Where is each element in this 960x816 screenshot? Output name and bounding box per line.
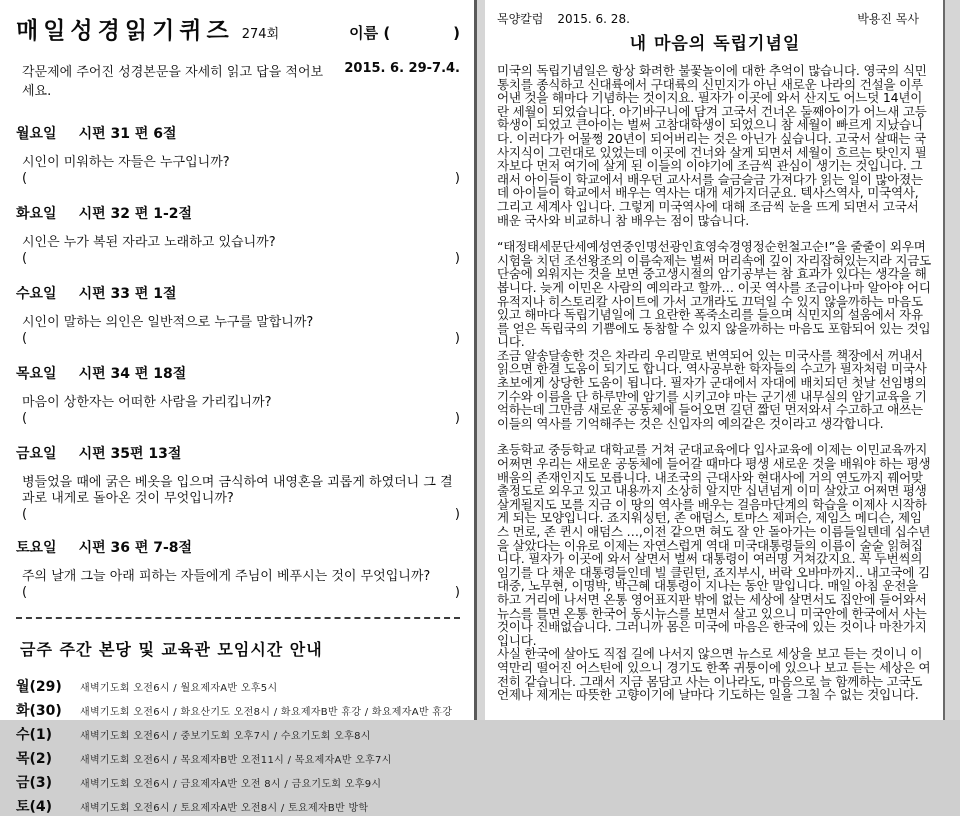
quiz-day-heading [16,203,460,223]
quiz-day-heading [16,123,460,143]
quiz-header [16,12,460,45]
body-paragraph-5: 사실 한국에 살아도 직접 길에 나서지 않으면 뉴스로 세상을 보고 듣는 것이니 이역만리 떨어진 어스틴에 있으니 경기도 한쪽 귀퉁이에 있으나 보고 듣는 세상은 여전히 같습니다. 그래서 지금 몸담고 사는 이나라도, 마음으로 늘 함께하는 고국도 언제나 제게는 따뜻한 고향이기에 날마다 기도하는 일을 그칠 수 없는 것입니다. [497,646,931,703]
quiz-day-heading [16,537,460,557]
answer-open-paren: ( [22,171,28,186]
schedule-day: 수(1) [16,727,53,743]
answer-open-paren: ( [22,331,28,346]
column-title: 내 마음의 독립기념일 [629,34,801,54]
schedule-row-monday [16,676,460,696]
quiz-item-monday [16,123,460,186]
column-body [497,64,933,702]
schedule-detail: 새벽기도회 오전6시 / 목요제자B반 오전11시 / 목요제자A반 오후7시 [80,755,392,766]
quiz-passage: 시편 31 편 6절 [78,126,177,142]
quiz-item-tuesday [16,203,460,266]
answer-blank [22,331,460,346]
quiz-day-heading [16,443,460,463]
schedule-row-friday [16,772,460,792]
quiz-day: 금요일 [16,446,57,462]
quiz-question: 병들었을 때에 굵은 베옷을 입으며 금식하여 내영혼을 괴롭게 하였더니 그 결과로 내게로 돌아온 것이 무엇입니까? [22,475,453,506]
body-paragraph-1: 미국의 독립기념일은 항상 화려한 불꽃놀이에 대한 추억이 많습니다. 영국의 식민통치를 종식하고 신대륙에서 구대륙의 신민지가 아닌 새로운 나라의 건설을 이루어낸 것을 해마다 기념하는 것이지요. 필자가 이곳에 와서 산지도 어느덧 14년이란 세월이 되었습니다. 아기바구니에 담겨 고국서 건너온 둘째아이가 어느새 고등학생이 되었고 큰아이는 벌써 고참대학생이 되었으니 참 세월이 빠르게 지났습니다. 이러다가 어물쩡 20년이 되어버리는 것은 아닌가 싶습니다. 고국서 살때는 국사지식이 그런대로 있었는데 이곳에 건너와 살게 되면서 세월이 흐르는 탓인지 필자보다 먼저 여기에 살게 된 이들의 이야기에 조금씩 관심이 생기는 것입니다. 그래서 아이들이 학교에서 배우던 교사서를 슬금슬금 가져다가 읽는 일이 많아졌는데 아이들이 학교에서 배우는 역사는 대개 세가지더군요. 텍사스역사, 미국역사, 그리고 세계사 입니다. 그렇게 미국역사에 대해 조금씩 눈을 뜨게 되면서 고국서 배운 국사와 비교하니 참 배우는 점이 많습니다. [497,63,927,228]
quiz-item-wednesday [16,283,460,346]
name-field-close-paren: ) [453,24,460,42]
quiz-question: 주의 날개 그늘 아래 피하는 자들에게 주님이 베푸시는 것이 무엇입니까? [22,569,431,584]
column-header [497,10,933,27]
answer-close-paren: ) [454,171,460,186]
scan-edge [945,0,960,720]
schedule-detail: 새벽기도회 오전6시 / 중보기도회 오후7시 / 수요기도회 오후8시 [80,731,371,742]
quiz-instructions [22,61,460,99]
schedule-day: 목(2) [16,751,53,767]
quiz-passage: 시편 36 편 7-8절 [78,540,193,556]
schedule-row-tuesday [16,700,460,720]
quiz-passage: 시편 34 편 18절 [78,366,187,382]
answer-open-paren: ( [22,585,28,600]
schedule-detail: 새벽기도회 오전6시 / 월요제자A반 오후5시 [80,683,278,694]
answer-open-paren: ( [22,411,28,426]
quiz-issue-number: 274회 [241,27,280,42]
quiz-day: 수요일 [16,286,57,302]
answer-open-paren: ( [22,251,28,266]
answer-open-paren: ( [22,507,28,522]
answer-blank [22,171,460,186]
column-date: 2015. 6. 28. [557,12,630,26]
schedule-detail: 새벽기도회 오전6시 / 금요제자A반 오전 8시 / 금요기도회 오후9시 [80,779,382,790]
schedule-row-thursday [16,748,460,768]
answer-close-paren: ) [454,507,460,522]
quiz-day-heading [16,283,460,303]
quiz-day: 화요일 [16,206,57,222]
schedule-day: 화(30) [16,703,62,719]
answer-blank [22,411,460,426]
schedule-day: 월(29) [16,679,62,695]
quiz-page [0,0,477,815]
body-paragraph-3: 조금 알송달송한 것은 차라리 우리말로 번역되어 있는 미국사를 책장에서 꺼내서 읽으면 한결 도움이 되기도 합니다. 역사공부한 학자들의 수고가 필자처럼 미국사 초보에게 상당한 도움이 됩니다. 필자가 군대에서 자대에 배치되던 첫날 선임병의 기수와 이름을 단 하루만에 암기를 시키고야 마는 군기센 내무실의 암기교육을 기억하는데 그만큼 새로운 공동체에 들어오면 길던 짧던 먼저와서 수고하고 애쓰는 이들의 역사를 기억해주는 것은 신입자의 예의같은 것이라고 생각합니다. [497,347,927,431]
quiz-item-thursday [16,363,460,426]
answer-close-paren: ) [454,585,460,600]
quiz-question: 시인이 말하는 의인은 일반적으로 누구를 말합니까? [22,315,314,330]
quiz-day: 월요일 [16,126,57,142]
quiz-item-saturday [16,537,460,600]
quiz-day: 토요일 [16,540,57,556]
quiz-item-friday [16,443,460,522]
column-label: 목양칼럼 [497,12,544,26]
quiz-question: 시인이 미워하는 자들은 누구입니까? [22,155,230,170]
schedule-day: 토(4) [16,799,53,815]
quiz-question: 시인은 누가 복된 자라고 노래하고 있습니까? [22,235,276,250]
column-author: 박용진 목사 [857,12,919,26]
quiz-day-heading [16,363,460,383]
schedule-detail: 새벽기도회 오전6시 / 화요산기도 오전8시 / 화요제자B반 휴강 / 화요제자A반 휴강 [80,707,453,718]
quiz-passage: 시편 33 편 1절 [78,286,177,302]
quiz-date-range: 2015. 6. 29-7.4. [344,61,460,76]
answer-close-paren: ) [454,331,460,346]
answer-blank [22,251,460,266]
body-paragraph-4: 초등학교 중등학교 대학교를 거쳐 군대교육에다 입사교육에 이제는 이민교육까지 어쩌면 우리는 새로운 공동체에 들어갈 때마다 평생 새로운 것을 배워야 하는 평생배움의 존재인지도 모릅니다. 내조국의 근대사와 현대사에 거의 연도까지 꿰어맞출정도로 외우고 있고 내용까지 소상히 알지만 십년넘게 이미 살았고 어쩌면 평생 살게될지도 모를 지금 이 땅의 역사를 배우는 걸음마단계의 학습을 이제사 시작하게 되는 모양입니다. 죠지워싱턴, 존 애덤스, 토마스 제퍼슨, 제임스 메디슨, 제임스 먼로, 존 퀸시 애덤스 …,이전 같으면 혀도 잘 안 돌아가는 이름들일텐데 십수년을 살았다는 이유로 이제는 자연스럽게 역대 미국대통령들의 이름이 술술 읽혀집니다. 필자가 이곳에 와서 살면서 벌써 대통령이 여러명 거쳐갔지요. 꼭 두번씩의 임기를 다 채운 대통령들인데 빌 클린턴, 죠지부시, 버락 오바마까지.. 내고국에 김대중, 노무현, 이명박, 박근혜 대통령이 지나는 동안 말입니다. 매일 아침 운전을 하고 거리에 나서면 온통 영어표지판 밖에 없는 세상에 살면서도 집안에 들어와서 뉴스를 틀면 온통 한국어 동시뉴스를 보면서 살고 있으니 미국안에 한국에서 사는 것이나 진배없습니다. 그러니까 몸은 미국에 마음은 한국에 있는 것이나 마찬가지입니다. [497,442,931,648]
quiz-title: 매일성경읽기퀴즈 [16,18,234,44]
quiz-passage: 시편 32 편 1-2절 [78,206,193,222]
answer-close-paren: ) [454,411,460,426]
schedule-row-saturday [16,796,460,816]
answer-blank [22,507,460,522]
quiz-instruction-text: 각문제에 주어진 성경본문을 자세히 읽고 답을 적어보세요. [22,65,324,99]
quiz-question: 마음이 상한자는 어떠한 사람을 가리킵니까? [22,395,272,410]
quiz-day: 목요일 [16,366,57,382]
schedule-row-wednesday [16,724,460,744]
column-page [485,0,945,720]
schedule-heading: 금주 주간 본당 및 교육관 모임시간 안내 [20,640,323,659]
schedule-detail: 새벽기도회 오전6시 / 토요제자A반 오전8시 / 토요제자B반 방학 [80,803,369,814]
name-field-label: 이름 ( [349,24,391,42]
answer-close-paren: ) [454,251,460,266]
page-gutter [477,0,485,720]
quiz-passage: 시편 35편 13절 [78,446,182,462]
schedule-day: 금(3) [16,775,53,791]
body-paragraph-2: “태정태세문단세예성연중인명선광인효영숙경영정순헌철고순!”을 줄줄이 외우며 시험을 치던 조선왕조의 이름숙제는 벌써 머리속에 깊이 자리잡혀있는지라 지금도 단숨에 외워지는 것을 보면 중고생시절의 암기공부는 참 효과가 있다는 생각을 해봅니다. 늦게 이민온 사람의 예의라고 할까… 이곳 역사를 조금이나마 알아야 어디 유적지나 히스토리칼 사이트에 가서 고개라도 끄덕일 수 있지 않을까하는 마음도 있고 해마다 독립기념일에 그 요란한 폭죽소리를 들으며 식민지의 설움에서 자유를 얻은 독립국의 기쁨에도 동참할 수 있지 않을까하는 마음도 포함되어 있는 것입니다. [497,239,931,350]
answer-blank [22,585,460,600]
section-divider [16,617,460,619]
